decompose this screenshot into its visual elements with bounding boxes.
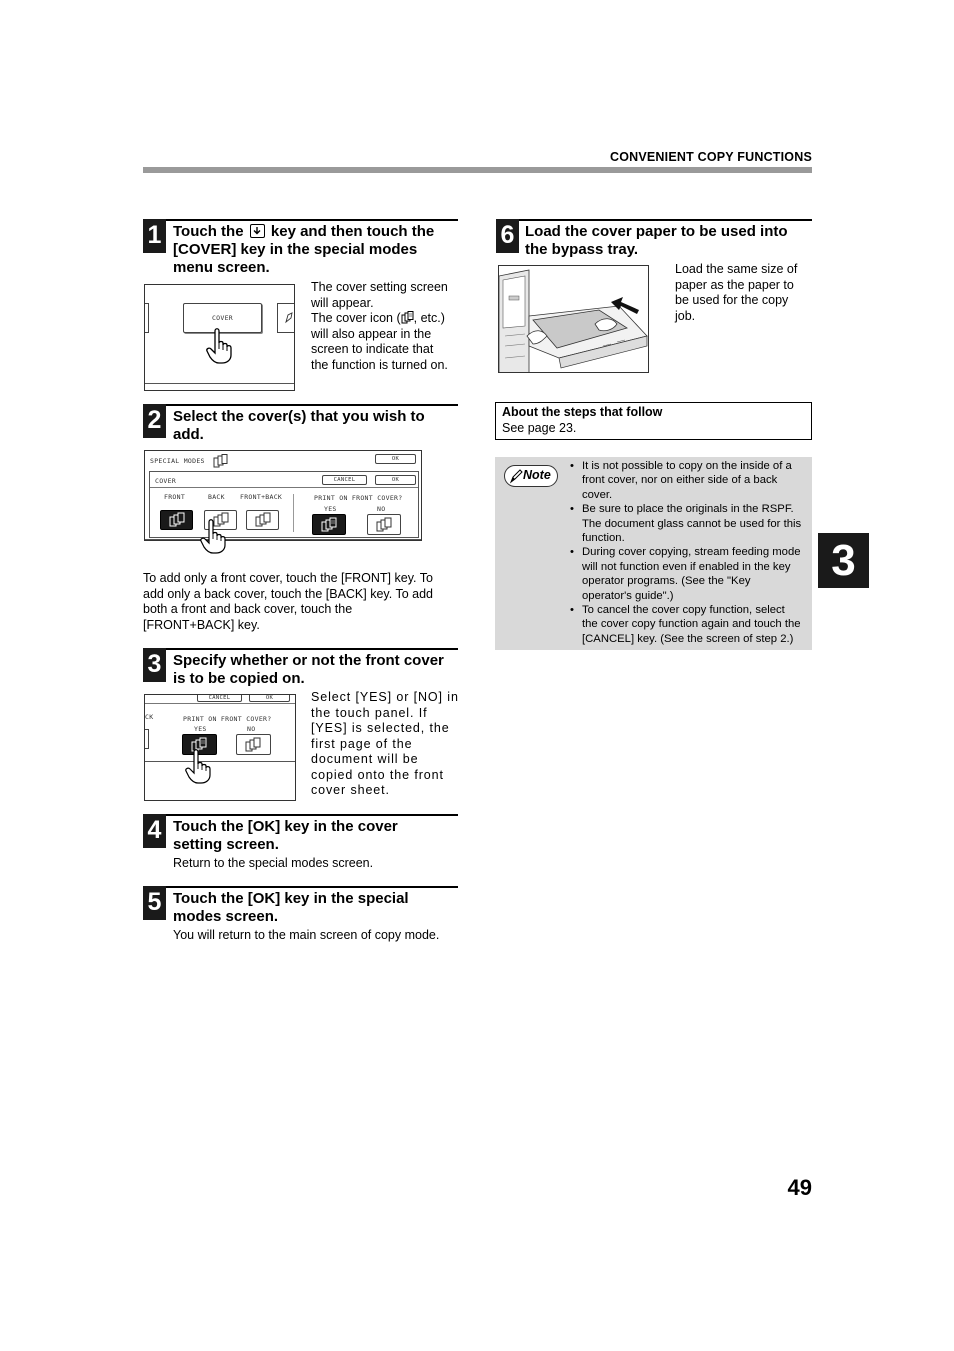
step-6-text-line: Load the same size of (675, 262, 798, 276)
left-partial-key (144, 729, 149, 749)
no-label: NO (247, 725, 256, 733)
ok-button[interactable]: OK (375, 454, 416, 464)
front-cover-icon (161, 511, 192, 529)
note-item: • It is not possible to copy on the inside of a front cover, nor on either side of a back cover. (568, 459, 813, 502)
step-4-number: 4 (143, 814, 166, 848)
yes-label: YES (324, 505, 337, 513)
step-6-title-line: Load the cover paper to be used into (525, 223, 788, 240)
back-label: BACK (208, 493, 225, 501)
step-2-description (143, 571, 463, 633)
step-4-rule (143, 814, 458, 816)
step-5-title-line: modes screen. (173, 908, 279, 925)
yes-key[interactable] (312, 514, 346, 535)
note-badge (504, 465, 558, 487)
step-4-description: Return to the special modes screen. (173, 856, 374, 870)
front-back-key[interactable] (246, 510, 279, 530)
front-key[interactable] (160, 510, 193, 530)
ok-button[interactable]: OK (249, 694, 290, 702)
cover-key-label: COVER (211, 314, 234, 322)
step-3-title-line: Specify whether or not the front cover (173, 652, 444, 669)
yes-label: YES (194, 725, 207, 733)
step-3-title-line: is to be copied on. (173, 670, 305, 687)
step-3-description (311, 690, 463, 799)
step-3-text-line: [YES] is selected, the (311, 721, 450, 735)
pointing-hand-icon (185, 749, 219, 785)
down-arrow-key-icon (250, 224, 265, 238)
step-4-title (173, 818, 463, 854)
blank-cover-icon (368, 515, 400, 534)
step-5-description: You will return to the main screen of copy mode. (173, 928, 440, 942)
step-4-title-line: setting screen. (173, 836, 279, 853)
step-3-rule (143, 648, 458, 650)
step-1-description (311, 280, 461, 373)
step-5-number: 5 (143, 886, 166, 920)
step-1-title-line-4: menu screen. (173, 259, 270, 276)
bypass-tray-image (499, 266, 649, 373)
partial-label: CK (145, 713, 154, 721)
blank-cover-icon (237, 735, 270, 754)
step-3-title (173, 652, 463, 688)
print-on-front-cover-label: PRINT ON FRONT COVER? (183, 715, 272, 723)
step-6-description (675, 262, 815, 324)
step-2-title-line: add. (173, 426, 204, 443)
right-partial-key (277, 303, 295, 333)
step-2-text-line: [FRONT+BACK] key. (143, 617, 260, 632)
step-3-text-line: Select [YES] or [NO] in (311, 690, 459, 704)
print-cover-icon (313, 515, 345, 534)
no-key[interactable] (236, 734, 271, 755)
step-1-text-line: The cover setting screen (311, 280, 448, 294)
note-label: Note (523, 468, 551, 482)
step-5-title-line: Touch the [OK] key in the special (173, 890, 409, 907)
about-text: See page 23. (502, 421, 577, 435)
about-box (495, 402, 812, 440)
step-2-title-line: Select the cover(s) that you wish to (173, 408, 425, 425)
step-3-touch-panel (144, 694, 296, 801)
pointing-hand-icon (205, 327, 241, 365)
step-2-rule (143, 404, 458, 406)
note-item: • To cancel the cover copy function, select the cover copy function again and touch the [CANCEL] key. (See the screen of step 2.) (568, 603, 813, 646)
step-3-text-line: cover sheet. (311, 783, 390, 797)
chapter-tab: 3 (818, 533, 869, 588)
step-3-text-line: copied onto the front (311, 767, 444, 782)
print-on-front-cover-label: PRINT ON FRONT COVER? (314, 494, 403, 502)
front-back-label: FRONT+BACK (240, 493, 283, 501)
no-key[interactable] (367, 514, 401, 535)
step-1-number: 1 (143, 219, 166, 253)
ok-button[interactable]: OK (375, 475, 416, 485)
step-1-title-line-2: key and then touch the (270, 223, 435, 240)
special-modes-label: SPECIAL MODES (150, 457, 205, 465)
note-list (568, 459, 813, 646)
cover-icon (401, 311, 414, 324)
step-2-number: 2 (143, 404, 166, 438)
step-3-text-line: the touch panel. If (311, 705, 428, 720)
bypass-tray-illustration (498, 265, 649, 373)
step-6-text-line: paper as the paper to (675, 277, 794, 292)
step-1-text-line: the function is turned on. (311, 357, 448, 372)
page-number: 49 (787, 1175, 812, 1200)
step-6-text-line: job. (675, 308, 696, 323)
step-3-text-line: first page of the (311, 736, 413, 751)
step-2-text-line: add only a back cover, touch the [BACK] key. To add (143, 586, 433, 601)
note-item: • During cover copying, stream feeding mode will not function even if enabled in the key operator programs. (See the "Key operator's guide".) (568, 545, 813, 603)
front-label: FRONT (164, 493, 186, 501)
pointing-hand-icon (200, 519, 234, 555)
step-1-text-line: will appear. (311, 295, 374, 310)
step-3-text-line: document will be (311, 752, 419, 766)
cover-sub-label: COVER (155, 477, 177, 485)
step-6-rule (496, 219, 812, 221)
note-item: • Be sure to place the originals in the RSPF. The document glass cannot be used for this function. (568, 502, 813, 545)
cover-panel (149, 471, 419, 538)
front-back-cover-icon (247, 511, 278, 529)
step-2-text-line: To add only a front cover, touch the [FRONT] key. To (143, 571, 433, 585)
step-5-rule (143, 886, 458, 888)
section-title: CONVENIENT COPY FUNCTIONS (609, 150, 812, 164)
step-1-text-line: The cover icon ( , etc.) (311, 311, 445, 325)
cancel-button[interactable]: CANCEL (322, 475, 367, 485)
step-2-touch-panel (144, 450, 422, 541)
step-4-title-line: Touch the [OK] key in the cover (173, 818, 398, 835)
step-6-title-line: the bypass tray. (525, 241, 639, 258)
step-6-title (525, 223, 815, 259)
no-label: NO (377, 505, 386, 513)
pencil-note-icon (509, 468, 523, 484)
note-box (495, 457, 812, 650)
left-partial-key (144, 303, 149, 333)
step-1-title (173, 223, 463, 277)
cancel-button[interactable]: CANCEL (197, 694, 242, 702)
step-1-title-line-3: [COVER] key in the special modes (173, 241, 418, 258)
step-5-title (173, 890, 463, 926)
about-title: About the steps that follow (502, 405, 663, 419)
step-1-rule (143, 219, 458, 221)
step-1-text-line: will also appear in the (311, 326, 432, 341)
step-6-number: 6 (496, 219, 519, 253)
step-3-number: 3 (143, 648, 166, 682)
step-1-touch-panel (144, 284, 295, 391)
header-rule (143, 167, 812, 173)
step-2-title (173, 408, 463, 444)
step-1-title-line-1: Touch the (173, 223, 244, 240)
cover-status-icon (213, 454, 229, 468)
step-1-text-line: screen to indicate that (311, 342, 434, 356)
step-2-text-line: both a front and back cover, touch the (143, 602, 353, 616)
step-6-text-line: be used for the copy (675, 293, 789, 307)
